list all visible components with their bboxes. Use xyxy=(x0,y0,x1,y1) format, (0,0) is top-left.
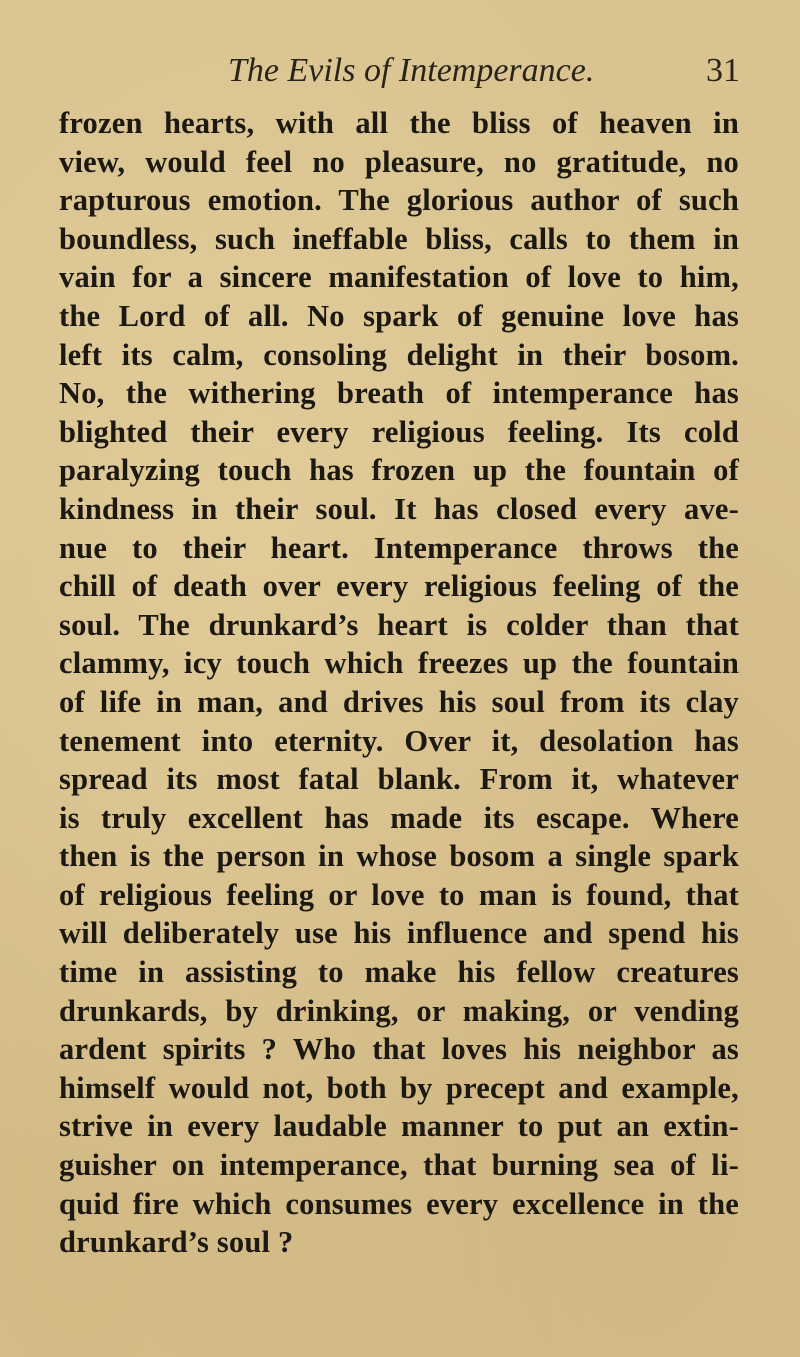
text-line: blighted their every religious feeling. Its cold xyxy=(59,414,739,449)
text-line: strive in every laudable manner to put an extin- xyxy=(59,1109,739,1144)
text-line-last: drunkard’s soul ? xyxy=(59,1225,294,1260)
text-line: himself would not, both by precept and example, xyxy=(59,1070,739,1105)
text-line: drunkards, by drinking, or making, or vending xyxy=(59,993,739,1028)
text-line: vain for a sincere manifestation of love to him, xyxy=(59,260,739,295)
text-line: ardent spirits ? Who that loves his neighbor as xyxy=(59,1032,739,1067)
text-line: frozen hearts, with all the bliss of heaven in xyxy=(59,106,739,140)
text-line: view, would feel no pleasure, no gratitude, no xyxy=(59,144,739,179)
running-head xyxy=(60,52,760,92)
page-number: 31 xyxy=(706,52,740,89)
text-line: left its calm, consoling delight in their bosom. xyxy=(59,337,739,372)
running-head-title: The Evils of Intemperance. xyxy=(228,52,595,89)
text-line: boundless, such ineffable bliss, calls to them in xyxy=(59,221,739,256)
body-text xyxy=(59,104,739,1262)
text-line: nue to their heart. Intemperance throws the xyxy=(59,530,739,565)
text-line: guisher on intemperance, that burning sea of li- xyxy=(59,1148,739,1183)
text-line: is truly excellent has made its escape. Where xyxy=(59,800,739,835)
text-line: will deliberately use his influence and spend his xyxy=(59,916,739,951)
text-line: time in assisting to make his fellow creatures xyxy=(59,955,739,990)
text-line: then is the person in whose bosom a single spark xyxy=(59,839,739,874)
text-line: spread its most fatal blank. From it, whatever xyxy=(59,762,739,797)
text-line: the Lord of all. No spark of genuine love has xyxy=(59,298,739,333)
text-line: rapturous emotion. The glorious author of such xyxy=(59,183,739,218)
text-line: No, the withering breath of intemperance has xyxy=(59,376,739,411)
text-line: soul. The drunkard’s heart is colder than that xyxy=(59,607,739,642)
text-line: of religious feeling or love to man is found, that xyxy=(59,877,739,912)
text-line: quid fire which consumes every excellence in the xyxy=(59,1186,739,1221)
text-line: chill of death over every religious feeling of the xyxy=(59,569,739,604)
text-line: of life in man, and drives his soul from its clay xyxy=(59,684,739,719)
text-line: clammy, icy touch which freezes up the fountain xyxy=(59,646,739,681)
text-line: tenement into eternity. Over it, desolation has xyxy=(59,723,739,758)
text-line: kindness in their soul. It has closed every ave- xyxy=(59,491,739,526)
text-line: paralyzing touch has frozen up the fountain of xyxy=(59,453,739,488)
